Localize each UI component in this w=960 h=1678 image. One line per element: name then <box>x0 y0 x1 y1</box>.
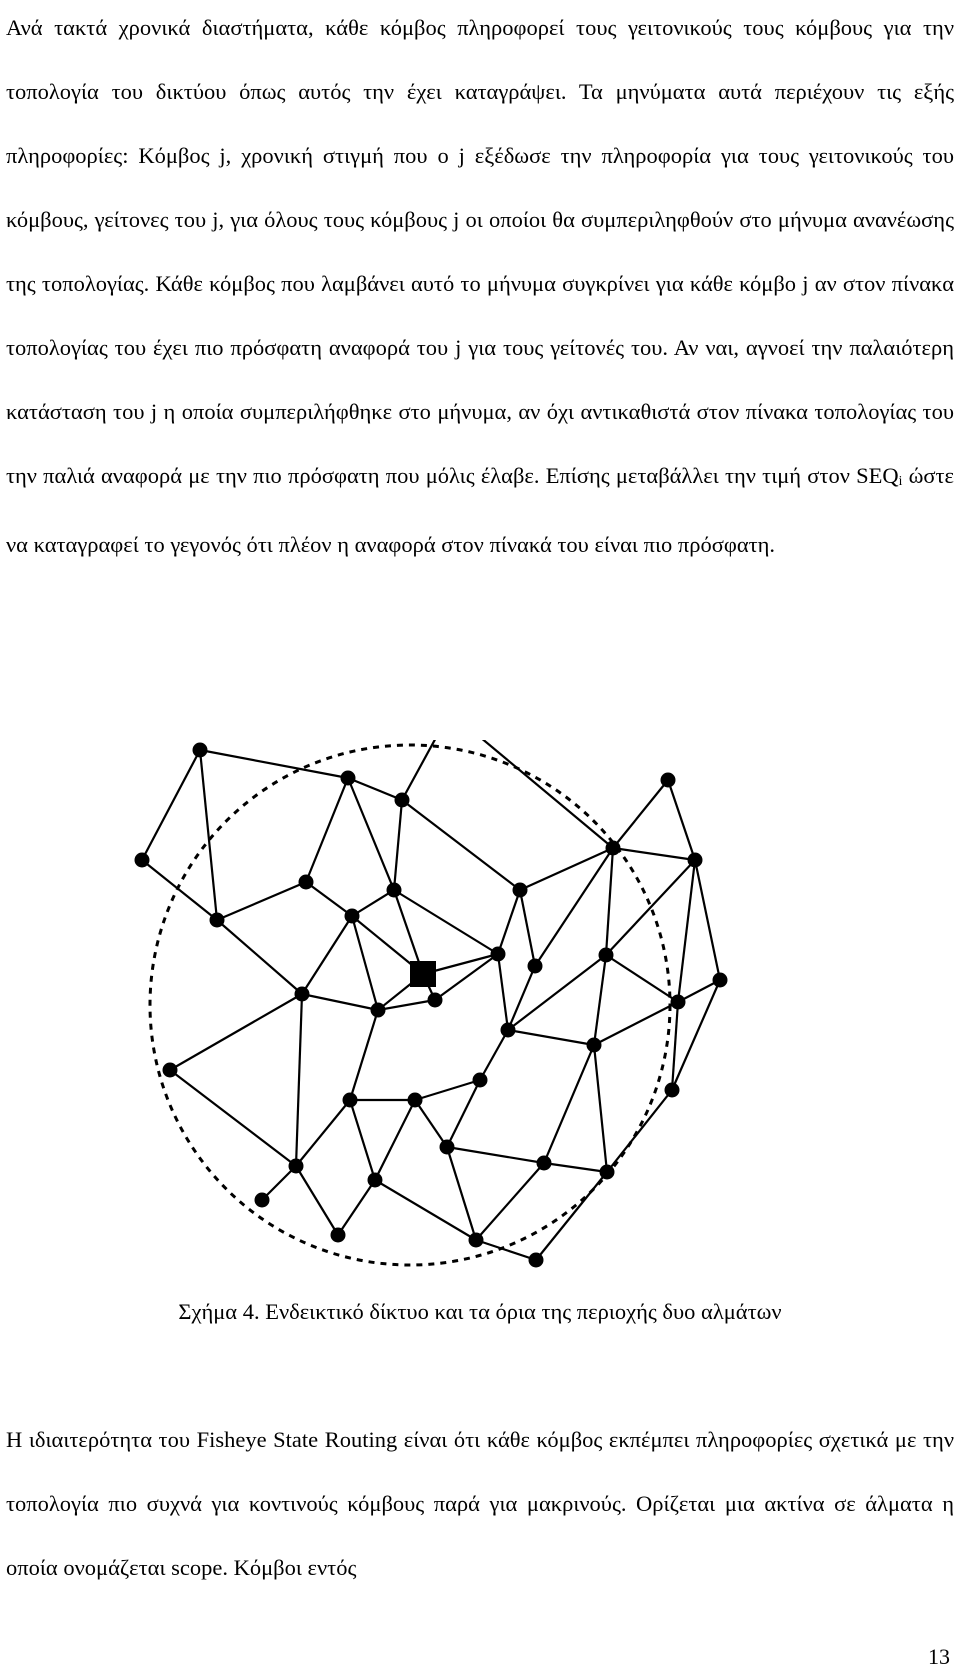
network-edge <box>447 1080 480 1147</box>
network-node <box>713 973 728 988</box>
network-edge <box>520 890 535 966</box>
network-node <box>528 959 543 974</box>
network-node <box>671 995 686 1010</box>
network-node <box>537 1156 552 1171</box>
page-number: 13 <box>928 1644 950 1669</box>
paragraph-text: Ανά τακτά χρονικά διαστήματα, κάθε κόμβος πληροφορεί τους γειτονικούς τους κόμβους για την τοπολογία του δικτύου όπως αυτός την έχει καταγράψει. Τα μηνύματα αυτά περιέχουν τις εξής πληροφορίες: Κόμβος j, χρονική στιγμή που ο j εξέδωσε την πληροφορία για τους γειτονικούς του κόμβους, γείτονες του j, για όλους τους κόμβους j οι οποίοι θα συμπεριληφθούν στο μήνυμα ανανέωσης της τοπολογίας. Κάθε κόμβος που λαμβάνει αυτό το μήνυμα συγκρίνει για κάθε κόμβο j αν στον πίνακα τοπολογίας του έχει πιο πρόσφατη αναφορά του j για τους γείτονές του. Αν ναι, αγνοεί την παλαιότερη κατάσταση του j η οποία συμπεριλήφθηκε στο μήνυμα, αν όχι αντικαθιστά στον πίνακα τοπολογίας του την παλιά αναφορά με την πιο πρόσφατη που μόλις έλαβε. Επίσης μεταβάλλει την τιμή στον SEQ <box>6 15 954 488</box>
network-node <box>473 1073 488 1088</box>
network-edge <box>508 1030 594 1045</box>
network-edge <box>142 750 200 860</box>
network-node <box>299 875 314 890</box>
network-edge <box>378 1000 435 1010</box>
network-edge <box>606 848 613 955</box>
network-edge <box>668 780 695 860</box>
network-node <box>688 853 703 868</box>
network-edge <box>296 994 302 1166</box>
network-edge <box>480 1030 508 1080</box>
network-edge <box>306 882 352 916</box>
network-node <box>395 793 410 808</box>
network-node <box>440 1140 455 1155</box>
network-edge <box>695 860 720 980</box>
network-node <box>665 1083 680 1098</box>
network-node <box>135 853 150 868</box>
network-edge <box>435 954 498 1000</box>
paragraph-topology-update <box>6 0 954 577</box>
network-edge <box>678 860 695 1002</box>
network-edge <box>200 750 217 920</box>
network-edge <box>302 994 378 1010</box>
network-edge <box>476 1240 536 1260</box>
network-node <box>368 1173 383 1188</box>
network-node <box>501 1023 516 1038</box>
network-edge <box>394 800 402 890</box>
network-node <box>469 1233 484 1248</box>
network-edge <box>450 740 613 848</box>
network-edge <box>170 994 302 1070</box>
network-edge <box>402 740 450 800</box>
network-node <box>343 1093 358 1108</box>
network-node <box>513 883 528 898</box>
network-edge <box>476 1163 544 1240</box>
network-figure <box>120 740 840 1280</box>
subscript-i: i <box>898 473 903 489</box>
network-edge <box>415 1100 447 1147</box>
network-node <box>599 948 614 963</box>
network-edge <box>296 1166 338 1235</box>
network-node <box>600 1165 615 1180</box>
network-node <box>345 909 360 924</box>
network-edge <box>217 882 306 920</box>
network-node <box>289 1159 304 1174</box>
network-edge <box>296 1100 350 1166</box>
network-node <box>341 771 356 786</box>
network-node <box>587 1038 602 1053</box>
network-node <box>163 1063 178 1078</box>
network-node <box>387 883 402 898</box>
network-node <box>408 1093 423 1108</box>
network-node <box>255 1193 270 1208</box>
network-edge <box>607 1090 672 1172</box>
network-edge <box>536 1172 607 1260</box>
network-edge <box>217 920 302 994</box>
network-edge <box>352 916 378 1010</box>
network-node <box>606 841 621 856</box>
network-edge <box>613 780 668 848</box>
network-edge <box>594 1002 678 1045</box>
network-edge <box>200 750 348 778</box>
network-node <box>331 1228 346 1243</box>
network-edge <box>338 1180 375 1235</box>
network-edge <box>306 778 348 882</box>
network-edge <box>606 860 695 955</box>
network-edge <box>170 1070 296 1166</box>
network-edge <box>415 1080 480 1100</box>
network-node <box>295 987 310 1002</box>
network-edge <box>394 890 498 954</box>
network-edge <box>544 1045 594 1163</box>
network-node <box>529 1253 544 1268</box>
network-node <box>428 993 443 1008</box>
network-edge <box>375 1100 415 1180</box>
network-edge <box>447 1147 544 1163</box>
network-edge <box>498 890 520 954</box>
paragraph-fisheye: Η ιδιαιτερότητα του Fisheye State Routing είναι ότι κάθε κόμβος εκπέμπει πληροφορίες σχετικά με την τοπολογία πιο συχνά για κοντινούς κόμβους παρά για μακρινούς. Ορίζεται μια ακτίνα σε άλματα η οποία ονομάζεται scope. Κόμβοι εντός <box>6 1427 954 1580</box>
network-edge <box>402 800 520 890</box>
figure-caption: Σχήμα 4. Ενδεικτικό δίκτυο και τα όρια της περιοχής δυο αλμάτων <box>178 1299 782 1324</box>
network-edge <box>594 955 606 1045</box>
network-edge <box>544 1163 607 1172</box>
network-edge <box>594 1045 607 1172</box>
network-node <box>661 773 676 788</box>
network-node <box>193 743 208 758</box>
network-edge <box>498 954 508 1030</box>
network-nodes <box>135 740 728 1268</box>
network-edge <box>142 860 217 920</box>
network-node <box>210 913 225 928</box>
paragraph-text-end: ώστε να καταγραφεί το γεγονός ότι πλέον η αναφορά στον πίνακά του είναι πιο πρόσφατη. <box>6 463 954 558</box>
network-edge <box>350 1010 378 1100</box>
network-edge <box>350 1100 375 1180</box>
network-edge <box>302 916 352 994</box>
network-node <box>491 947 506 962</box>
center-node-square <box>410 961 436 987</box>
network-node <box>371 1003 386 1018</box>
